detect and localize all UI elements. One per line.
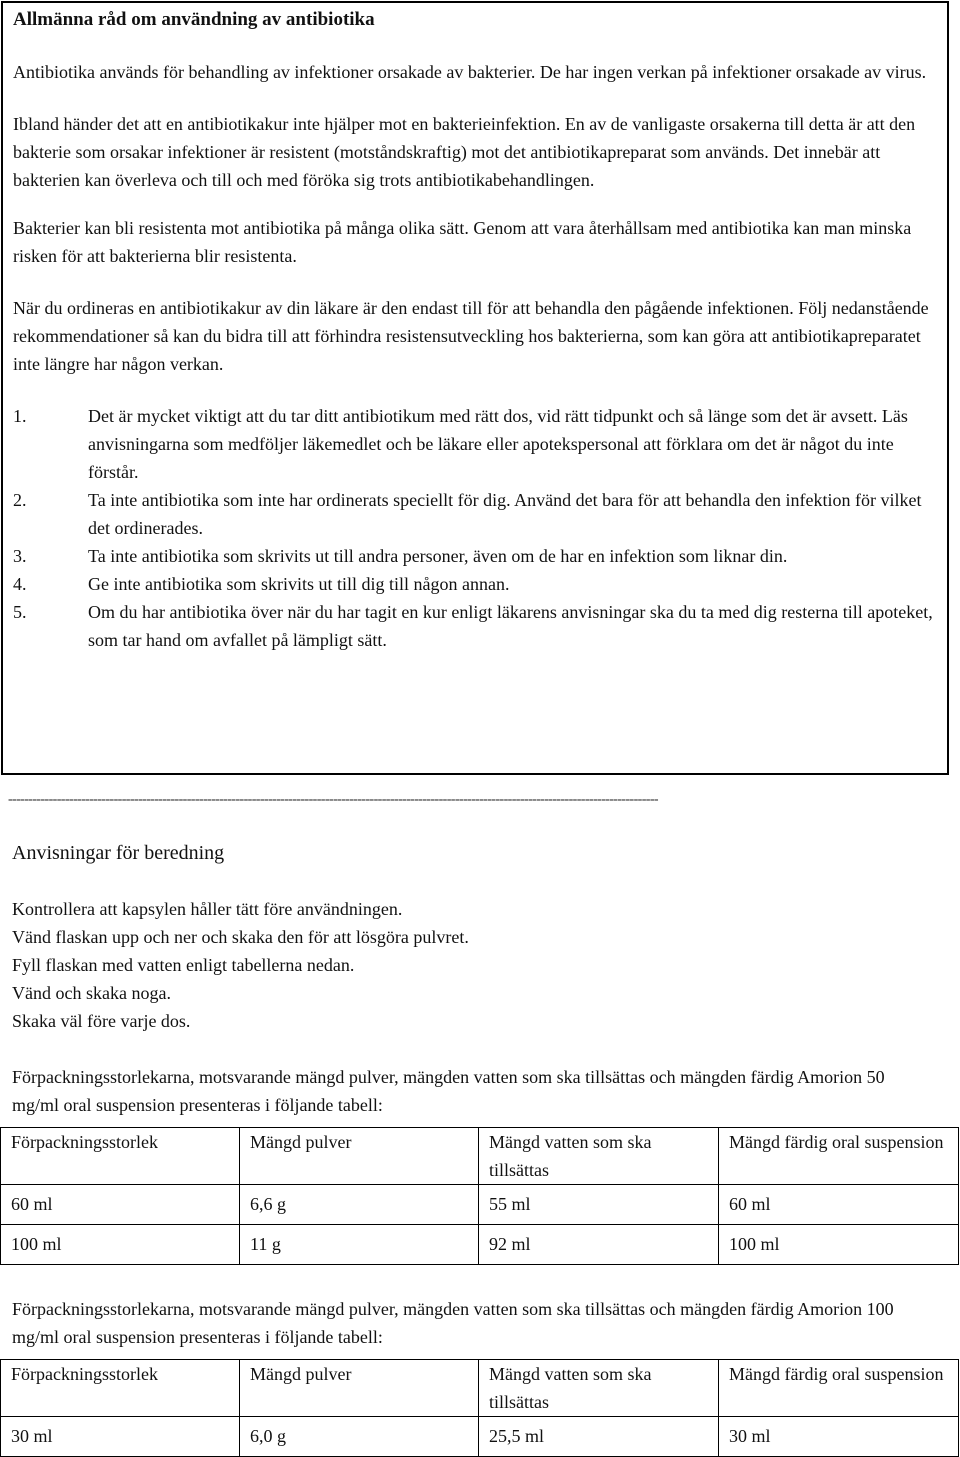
recommendation-number: 1.	[13, 406, 27, 426]
table-header-cell: Förpackningsstorlek	[1, 1360, 240, 1417]
table-header-cell: Mängd vatten som ska tillsättas	[479, 1128, 719, 1185]
table-header-cell: Förpackningsstorlek	[1, 1128, 240, 1185]
advice-title: Allmänna råd om användning av antibiotika	[13, 9, 375, 30]
advice-paragraph: Ibland händer det att en antibiotikakur inte hjälper mot en bakterieinfektion. En av de vanligaste orsakerna till detta är att den bakterie som orsakar infektioner är resistent (motståndskraftig) mot det antibiotikapreparat som används. Det innebär att bakterien kan överleva och till och med föröka sig trots antibiotikabehandlingen.	[13, 114, 916, 190]
table-header-row	[1, 1360, 959, 1417]
table-header-cell: Mängd färdig oral suspension	[719, 1128, 959, 1185]
table-cell: 60 ml	[719, 1185, 959, 1225]
table2-intro: Förpackningsstorlekarna, motsvarande mängd pulver, mängden vatten som ska tillsättas och mängden färdig Amorion 100 mg/ml oral suspension presenteras i följande tabell:	[12, 1299, 894, 1347]
table-cell: 6,0 g	[240, 1417, 479, 1457]
table-row	[1, 1417, 959, 1457]
table1-intro: Förpackningsstorlekarna, motsvarande mängd pulver, mängden vatten som ska tillsättas och mängden färdig Amorion 50 mg/ml oral suspension presenteras i följande tabell:	[12, 1067, 885, 1115]
preparation-step: Fyll flaskan med vatten enligt tabellerna nedan.	[12, 955, 355, 975]
advice-box	[1, 1, 949, 775]
table-header-row	[1, 1128, 959, 1185]
recommendation-text: Ta inte antibiotika som inte har ordinerats speciellt för dig. Använd det bara för att behandla den infektion för vilket det ordinerades.	[88, 490, 922, 538]
recommendation-number: 4.	[13, 574, 27, 594]
recommendation-text: Om du har antibiotika över när du har tagit en kur enligt läkarens anvisningar ska du ta med dig resterna till apoteket, som tar hand om avfallet på lämpligt sätt.	[88, 602, 933, 650]
recommendation-item	[13, 542, 937, 570]
table-cell: 6,6 g	[240, 1185, 479, 1225]
table-cell: 25,5 ml	[479, 1417, 719, 1457]
table-row	[1, 1225, 959, 1265]
advice-paragraph: Bakterier kan bli resistenta mot antibiotika på många olika sätt. Genom att vara återhållsam med antibiotika kan man minska risken för att bakterierna blir resistenta.	[13, 218, 912, 266]
recommendation-text: Det är mycket viktigt att du tar ditt antibiotikum med rätt dos, vid rätt tidpunkt och så länge som det är avsett. Läs anvisningarna som medföljer läkemedlet och be läkare eller apotekspersonal att förklara om det är något du inte förstår.	[88, 406, 908, 482]
recommendation-item	[13, 402, 937, 486]
preparation-step: Kontrollera att kapsylen håller tätt före användningen.	[12, 899, 403, 919]
table-header-cell: Mängd pulver	[240, 1128, 479, 1185]
advice-paragraph: När du ordineras en antibiotikakur av din läkare är den endast till för att behandla den pågående infektionen. Följ nedanstående rekommendationer så kan du bidra till att förhindra resistensutveckling hos bakterierna, som kan göra att antibiotikapreparatet inte längre har någon verkan.	[13, 298, 929, 374]
preparation-steps	[12, 895, 932, 1035]
preparation-step: Vänd och skaka noga.	[12, 983, 171, 1003]
preparation-step: Skaka väl före varje dos.	[12, 1011, 191, 1031]
table-header-cell: Mängd vatten som ska tillsättas	[479, 1360, 719, 1417]
table-cell: 100 ml	[719, 1225, 959, 1265]
table-cell: 30 ml	[1, 1417, 240, 1457]
recommendation-text: Ge inte antibiotika som skrivits ut till dig till någon annan.	[88, 574, 510, 594]
table-header-cell: Mängd färdig oral suspension	[719, 1360, 959, 1417]
table-header-cell: Mängd pulver	[240, 1360, 479, 1417]
table-row	[1, 1185, 959, 1225]
table-cell: 60 ml	[1, 1185, 240, 1225]
table-50mg	[0, 1127, 959, 1265]
table-cell: 30 ml	[719, 1417, 959, 1457]
cut-line-separator: ----------------------------------------------------------------------------------------------------------------------------------------------------------------	[8, 793, 658, 807]
preparation-heading: Anvisningar för beredning	[12, 842, 225, 864]
table-100mg	[0, 1359, 959, 1457]
table-cell: 100 ml	[1, 1225, 240, 1265]
table-cell: 92 ml	[479, 1225, 719, 1265]
recommendation-item	[13, 598, 937, 654]
preparation-step: Vänd flaskan upp och ner och skaka den för att lösgöra pulvret.	[12, 927, 469, 947]
recommendation-number: 5.	[13, 602, 27, 622]
recommendation-number: 2.	[13, 490, 27, 510]
recommendation-list	[13, 402, 937, 654]
preparation-section	[11, 839, 944, 1457]
recommendation-item	[13, 570, 937, 598]
recommendation-text: Ta inte antibiotika som skrivits ut till andra personer, även om de har en infektion som liknar din.	[88, 546, 788, 566]
table-cell: 11 g	[240, 1225, 479, 1265]
recommendation-item	[13, 486, 937, 542]
recommendation-number: 3.	[13, 546, 27, 566]
advice-paragraph: Antibiotika används för behandling av infektioner orsakade av bakterier. De har ingen verkan på infektioner orsakade av virus.	[13, 62, 927, 82]
table-cell: 55 ml	[479, 1185, 719, 1225]
